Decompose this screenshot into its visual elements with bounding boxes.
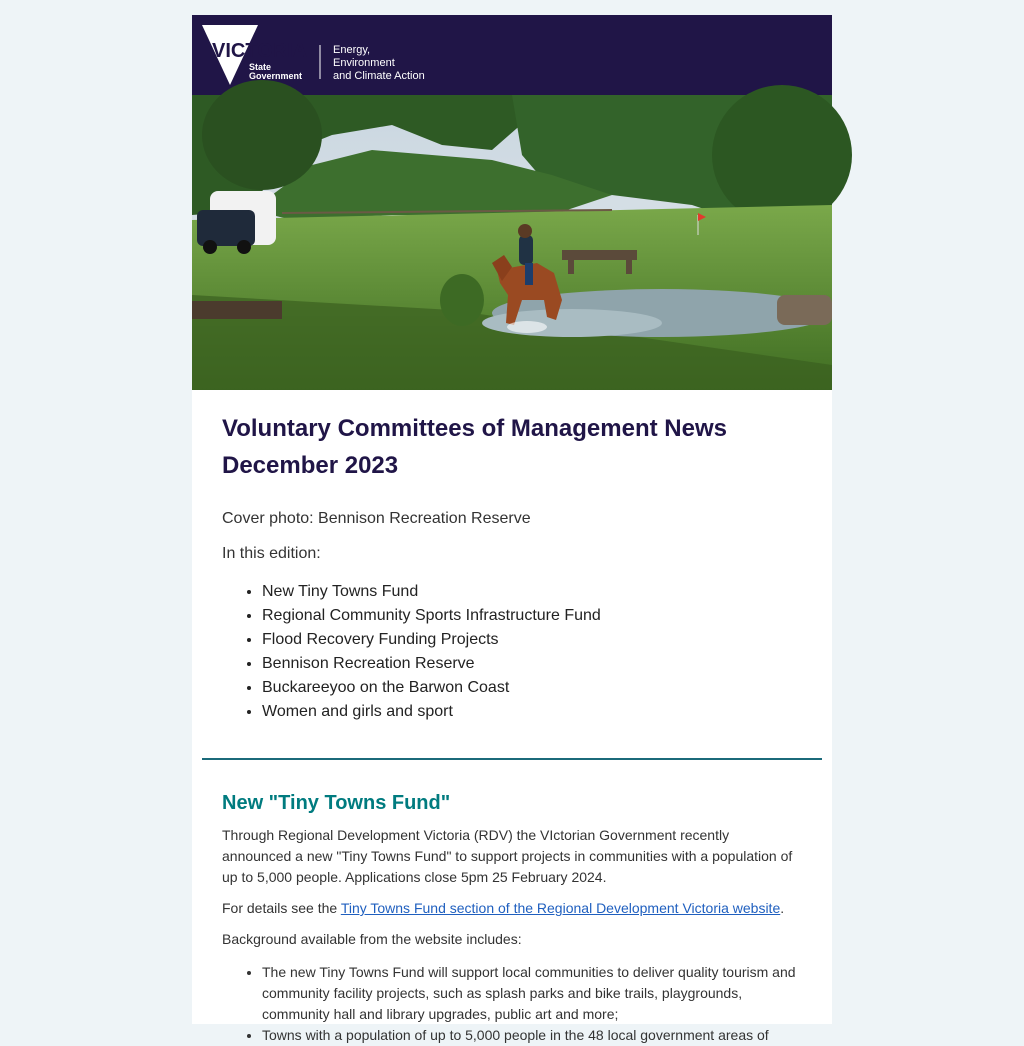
toc-item: • Bennison Recreation Reserve <box>262 652 802 676</box>
email-header <box>192 15 832 95</box>
toc-item: • Regional Community Sports Infrastructure Fund <box>262 604 802 628</box>
newsletter-title <box>222 410 802 484</box>
cover-photo-caption: Cover photo: Bennison Recreation Reserve <box>222 510 531 527</box>
toc-item: • Buckareeyoo on the Barwon Coast <box>262 676 802 700</box>
title-line-2: December 2023 <box>222 452 399 479</box>
background-list <box>222 962 802 1046</box>
section-divider <box>202 758 822 760</box>
details-suffix: . <box>780 900 785 916</box>
details-prefix: For details see the <box>222 900 341 916</box>
logo-main-text: VICTORIA <box>212 40 308 62</box>
newsletter-content <box>192 410 832 724</box>
in-this-edition-label: In this edition: <box>222 545 321 562</box>
tiny-towns-fund-link[interactable]: Tiny Towns Fund section of the Regional Development Victoria website <box>340 900 781 916</box>
details-paragraph <box>222 898 802 919</box>
table-of-contents <box>222 580 802 724</box>
dept-line-2: Environment <box>333 57 395 69</box>
email-container <box>192 15 832 1043</box>
tiny-towns-section <box>192 792 832 1046</box>
toc-item: • Flood Recovery Funding Projects <box>262 628 802 652</box>
logo-sub-text-2: Government <box>249 71 303 81</box>
toc-item: • New Tiny Towns Fund <box>262 580 802 604</box>
dept-line-1: Energy, <box>333 44 371 56</box>
dept-line-3: and Climate Action <box>333 70 425 82</box>
victoria-government-logo[interactable] <box>202 25 462 87</box>
section-heading: New "Tiny Towns Fund" <box>222 792 451 814</box>
background-paragraph: Background available from the website includes: <box>222 931 522 947</box>
title-line-1: Voluntary Committees of Management News <box>222 415 727 442</box>
toc-item: • Women and girls and sport <box>262 700 802 724</box>
list-item: • Towns with a population of up to 5,000 people in the 48 local government areas of <box>262 1025 802 1046</box>
section-paragraph: Through Regional Development Victoria (RDV) the VIctorian Government recently announced a new "Tiny Towns Fund" to support projects in communities with a population of up to 5,000 people. Applications close 5pm 25 February 2024. <box>222 827 793 885</box>
hero-image <box>192 95 832 390</box>
list-item: • The new Tiny Towns Fund will support local communities to deliver quality tourism and community facility projects, such as splash parks and bike trails, playgrounds, community hall and library upgrades, public art and more; <box>262 962 802 1025</box>
logo-sub-text-1: State <box>249 62 272 72</box>
hero-photo-illustration <box>192 95 832 390</box>
